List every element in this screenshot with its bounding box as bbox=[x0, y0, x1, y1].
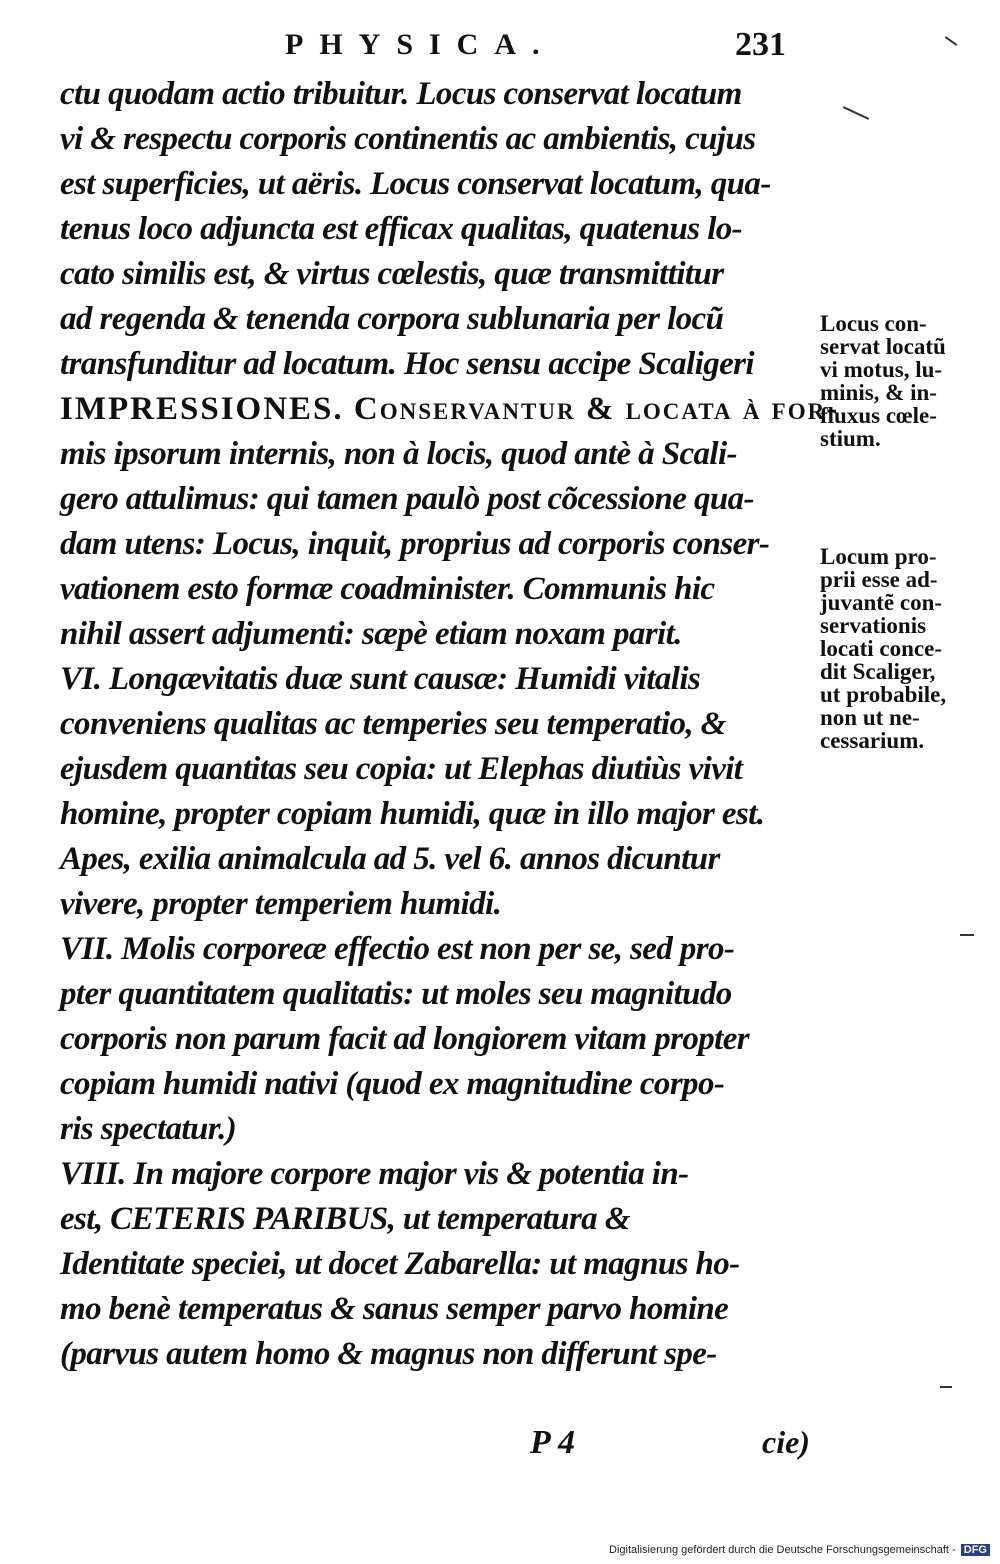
dfg-logo: DFG bbox=[961, 1544, 990, 1556]
text-line: pter quantitatem qualitatis: ut moles seu magnitudo bbox=[60, 976, 732, 1012]
text-line: vivere, propter temperiem humidi. bbox=[60, 886, 502, 922]
catchword: cie) bbox=[762, 1424, 810, 1460]
running-head: PHYSICA. bbox=[285, 28, 556, 61]
margin-note-line: servat locatũ bbox=[820, 334, 946, 359]
text-line: Apes, exilia animalcula ad 5. vel 6. annos dicuntur bbox=[60, 841, 720, 877]
section-heading-line: VII. Molis corporeæ effectio est non per se, sed pro- bbox=[60, 931, 735, 967]
margin-note-line: minis, & in- bbox=[820, 380, 937, 405]
page-header bbox=[0, 22, 1000, 66]
margin-note-line: locati conce- bbox=[820, 636, 942, 661]
margin-note-line: vi motus, lu- bbox=[820, 357, 943, 382]
text-line: mo benè temperatus & sanus semper parvo homine bbox=[60, 1291, 729, 1327]
text-line: ad regenda & tenenda corpora sublunaria per locũ bbox=[60, 301, 724, 337]
margin-note-line: dit Scaliger, bbox=[820, 659, 936, 684]
margin-note-locum bbox=[820, 545, 992, 752]
text-line: ctu quodam actio tribuitur. Locus conservat locatum bbox=[60, 76, 742, 112]
text-line: nihil assert adjumenti: sæpè etiam noxam parit. bbox=[60, 616, 682, 652]
scan-speck bbox=[843, 106, 869, 120]
digitization-credit bbox=[609, 1544, 990, 1556]
scan-speck bbox=[940, 1386, 952, 1388]
text-line: (parvus autem homo & magnus non differunt spe- bbox=[60, 1336, 717, 1372]
credit-text: Digitalisierung gefördert durch die Deutsche Forschungsgemeinschaft - bbox=[609, 1544, 956, 1556]
signature-mark: P 4 bbox=[530, 1424, 576, 1461]
text-line: IMPRESSIONES. Conservantur & locata à for- bbox=[60, 391, 840, 427]
text-line: homine, propter copiam humidi, quæ in illo major est. bbox=[60, 796, 765, 832]
text-line: ris spectatur.) bbox=[60, 1111, 237, 1147]
text-line: corporis non parum facit ad longiorem vitam propter bbox=[60, 1021, 750, 1057]
section-heading-line: VIII. In majore corpore major vis & potentia in- bbox=[60, 1156, 689, 1192]
text-line: mis ipsorum internis, non à locis, quod antè à Scali- bbox=[60, 436, 737, 472]
margin-note-line: cessarium. bbox=[820, 728, 925, 753]
margin-note-line: non ut ne- bbox=[820, 705, 920, 730]
margin-note-line: ut probabile, bbox=[820, 682, 947, 707]
text-line: tenus loco adjuncta est efficax qualitas, quatenus lo- bbox=[60, 211, 743, 247]
margin-note-line: Locus con- bbox=[820, 311, 927, 336]
section-heading-line: VI. Longævitatis duæ sunt causæ: Humidi vitalis bbox=[60, 661, 701, 697]
text-line: vi & respectu corporis continentis ac ambientis, cujus bbox=[60, 121, 756, 157]
text-line: ejusdem quantitas seu copia: ut Elephas diutiùs vivit bbox=[60, 751, 743, 787]
text-line: est superficies, ut aëris. Locus conservat locatum, qua- bbox=[60, 166, 771, 202]
page-number: 231 bbox=[735, 26, 786, 63]
text-line: dam utens: Locus, inquit, proprius ad corporis conser- bbox=[60, 526, 770, 562]
margin-note-line: servationis bbox=[820, 613, 927, 638]
text-line: transfunditur ad locatum. Hoc sensu accipe Scaligeri bbox=[60, 346, 754, 382]
margin-note-line: stium. bbox=[820, 426, 881, 451]
margin-note-locus bbox=[820, 312, 992, 450]
text-line: conveniens qualitas ac temperies seu temperatio, & bbox=[60, 706, 726, 742]
main-text-block bbox=[60, 72, 840, 1377]
text-line: Identitate speciei, ut docet Zabarella: ut magnus ho- bbox=[60, 1246, 740, 1282]
scan-speck bbox=[960, 934, 974, 936]
text-line: cato similis est, & virtus cœlestis, quæ transmittitur bbox=[60, 256, 724, 292]
margin-note-line: juvantẽ con- bbox=[820, 590, 943, 615]
text-line: gero attulimus: qui tamen paulò post cõcessione qua- bbox=[60, 481, 754, 517]
text-line: est, CETERIS PARIBUS, ut temperatura & bbox=[60, 1201, 630, 1237]
margin-note-line: fluxus cœle- bbox=[820, 403, 937, 428]
margin-note-line: prii esse ad- bbox=[820, 567, 938, 592]
text-line: vationem esto formæ coadminister. Communis hic bbox=[60, 571, 715, 607]
margin-note-line: Locum pro- bbox=[820, 544, 937, 569]
text-line: copiam humidi nativi (quod ex magnitudine corpo- bbox=[60, 1066, 725, 1102]
